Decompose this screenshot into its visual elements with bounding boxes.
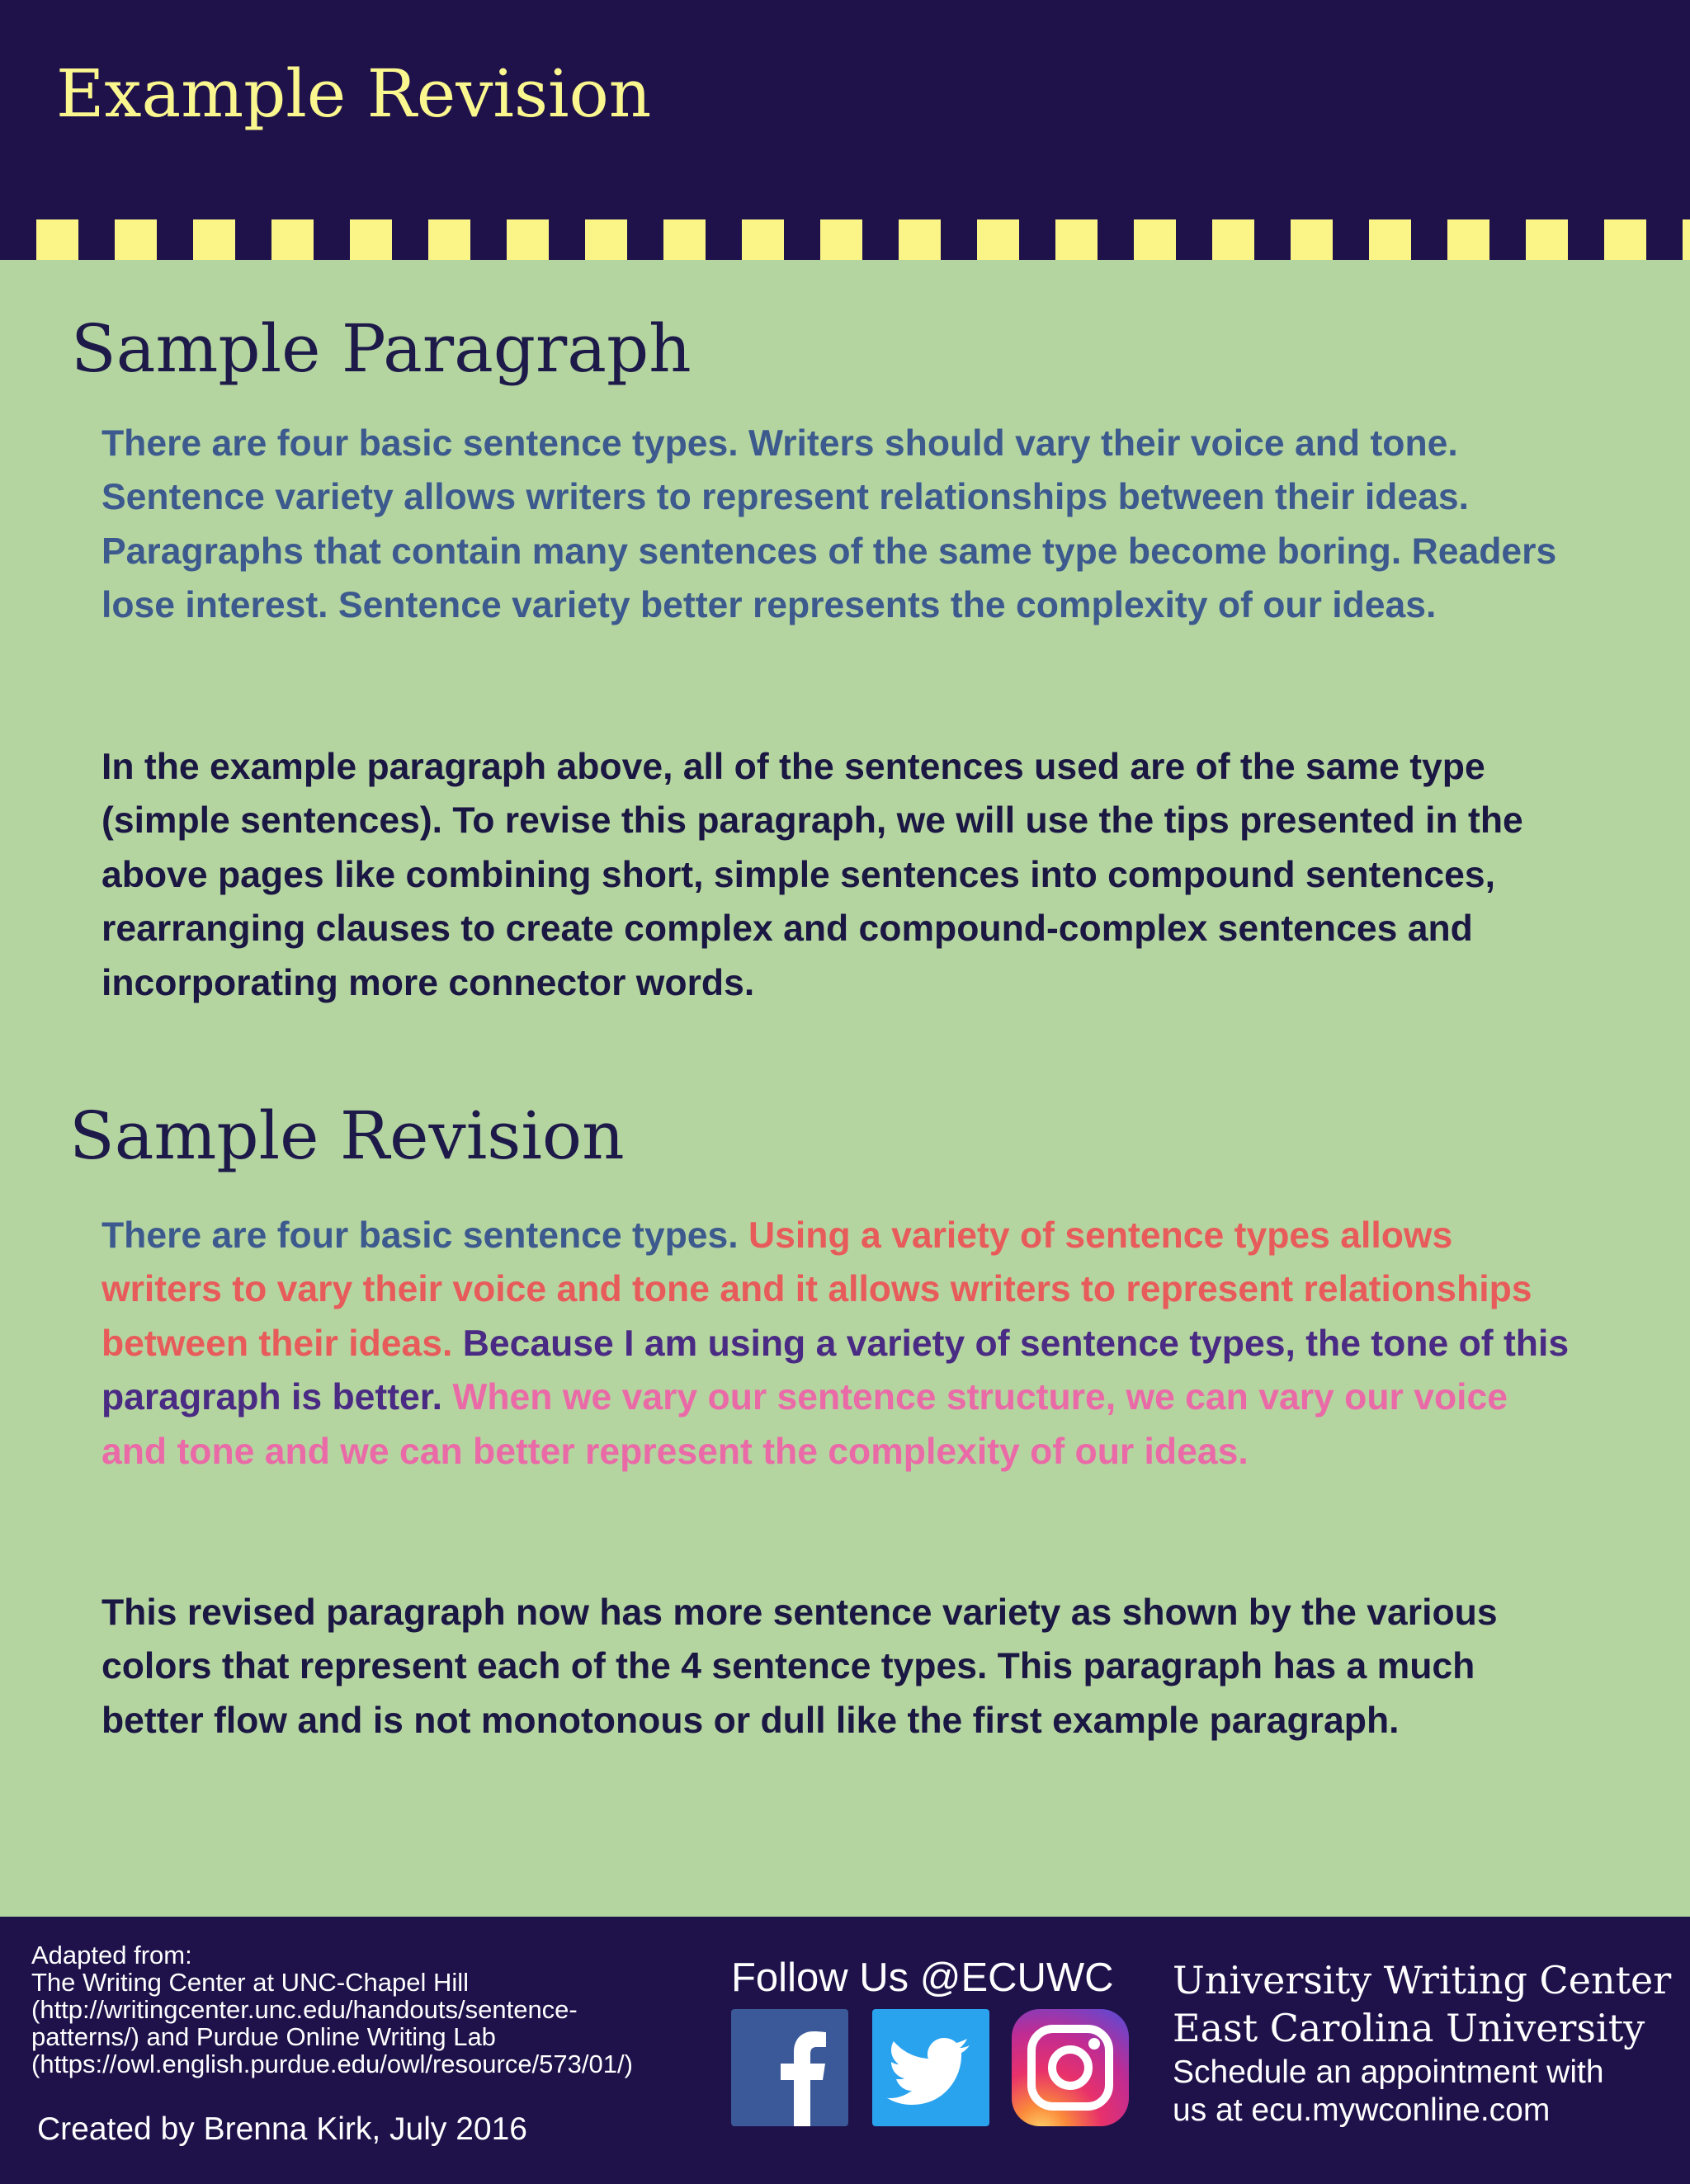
schedule-info — [1173, 2054, 1604, 2130]
credit-line: (http://writingcenter.unc.edu/handouts/sentence- — [31, 1995, 578, 2024]
created-by: Created by Brenna Kirk, July 2016 — [37, 2111, 527, 2147]
credit-line: (https://owl.english.purdue.edu/owl/resource/573/01/) — [31, 2050, 633, 2078]
sample-revision-text — [101, 1209, 1570, 1479]
sample-revision-heading: Sample Revision — [69, 1097, 625, 1174]
credit-line: Adapted from: — [31, 1941, 192, 1969]
credit-line: patterns/) and Purdue Online Writing Lab — [31, 2022, 496, 2051]
footer — [0, 1917, 1690, 2184]
compound-sentence: Using a variety of sentence types allows writers to vary their voice and tone and it allows writers to represent relationships between their ideas. — [101, 1215, 1532, 1364]
adapted-from-credits — [31, 1941, 716, 2078]
university-name: East Carolina University — [1173, 2006, 1645, 2050]
complex-sentence: Because I am using a variety of sentence types, the tone of this paragraph is better. — [101, 1323, 1570, 1418]
credit-line: The Writing Center at UNC-Chapel Hill — [31, 1968, 470, 1997]
twitter-icon[interactable] — [872, 2009, 989, 2126]
main-content — [0, 260, 1690, 1834]
sample-paragraph-heading: Sample Paragraph — [71, 310, 692, 387]
checker-border — [0, 219, 1690, 260]
sample-paragraph-text: There are four basic sentence types. Writers should vary their voice and tone. Sentence variety allows writers to represent relationships between their ideas. Paragraphs that contain many sentences of the same type become boring. Readers lose interest. Sentence variety better represents the complexity of our ideas. — [101, 423, 1557, 626]
instagram-icon[interactable] — [1012, 2009, 1129, 2126]
sample-revision-explanation: This revised paragraph now has more sentence variety as shown by the various colors that represent each of the 4 sentence types. This paragraph has a much better flow and is not monotonous or dull like the first example paragraph. — [101, 1592, 1498, 1741]
center-name: University Writing Center — [1173, 1958, 1672, 2002]
facebook-icon[interactable] — [731, 2009, 848, 2126]
header-banner — [0, 0, 1690, 260]
writing-center-name — [1173, 1956, 1671, 2052]
compound-complex-sentence: When we vary our sentence structure, we can vary our voice and tone and we can better represent the complexity of our ideas. — [101, 1377, 1508, 1472]
page-title: Example Revision — [56, 55, 652, 132]
schedule-line: Schedule an appointment with — [1173, 2054, 1604, 2090]
sample-paragraph-explanation: In the example paragraph above, all of the sentences used are of the same type (simple sentences). To revise this paragraph, we will use the tips presented in the above pages like combining short, simple sentences into compound sentences, rearranging clauses to create complex and compound-complex sentences and incorporating more connector words. — [101, 747, 1523, 1003]
schedule-link[interactable]: us at ecu.mywconline.com — [1173, 2092, 1551, 2128]
follow-us-label: Follow Us @ECUWC — [731, 1955, 1114, 2000]
simple-sentence: There are four basic sentence types. — [101, 1215, 739, 1256]
